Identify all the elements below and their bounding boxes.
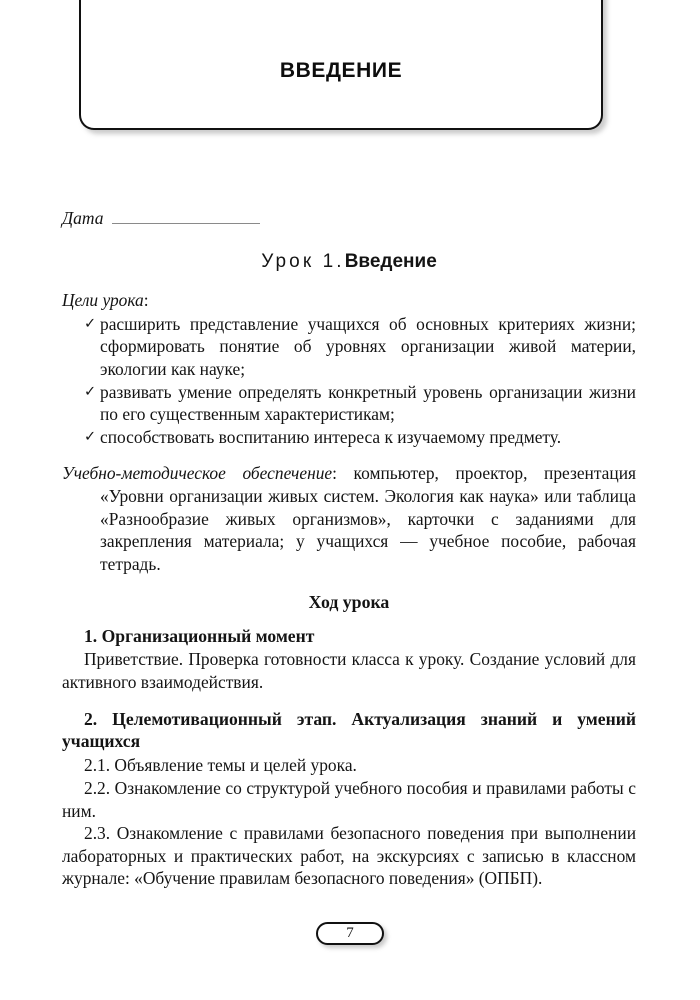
- check-icon: ✓: [84, 315, 97, 332]
- list-item: [62, 426, 636, 449]
- list-item: [62, 381, 636, 426]
- section-2-paragraph-3: 2.3. Ознакомление с правилами безопасного поведения при выполнении лабораторных и практических работ, на экскурсиях с записью в классном журнале: «Обучение правилам безопасного поведения» (ОПБП).: [62, 823, 636, 889]
- lesson-title: [62, 251, 636, 273]
- provision-lead: Учебно-методическое обеспечение: [62, 463, 333, 484]
- document-content: [62, 208, 636, 890]
- goals-label-italic: Цели урока: [62, 290, 144, 310]
- lesson-number: Урок 1.: [261, 251, 345, 272]
- section-spacer: [62, 694, 636, 708]
- page-number: 7: [346, 925, 354, 941]
- goals-list: [62, 313, 636, 449]
- provision-paragraph: [62, 462, 636, 575]
- section-1-paragraph-1: Приветствие. Проверка готовности класса к уроку. Создание условий для активного взаимодействия.: [62, 649, 636, 692]
- date-label: Дата: [62, 208, 104, 228]
- goals-label-colon: :: [143, 290, 149, 310]
- course-heading: Ход урока: [308, 591, 390, 612]
- chapter-title: ВВЕДЕНИЕ: [279, 59, 403, 82]
- check-icon: ✓: [84, 428, 97, 445]
- date-line: [62, 208, 636, 229]
- section-2-paragraph-1: 2.1. Объявление темы и целей урока.: [84, 755, 357, 776]
- lesson-name: Введение: [344, 251, 437, 272]
- goals-label: [62, 289, 636, 312]
- section-heading-1: 1. Организационный момент: [84, 625, 315, 646]
- page-number-badge: [316, 922, 384, 945]
- goal-text: развивать умение определять конкретный уровень организации жизни по его существенным характеристикам;: [100, 381, 636, 425]
- chapter-header-banner: [79, 0, 603, 130]
- goal-text: способствовать воспитанию интереса к изучаемому предмету.: [100, 426, 562, 447]
- section-2-paragraph-2: 2.2. Ознакомление со структурой учебного пособия и правилами работы с ним.: [62, 777, 636, 821]
- goal-text: расширить представление учащихся об основных критериях жизни; сформировать понятие об уровнях организации живой материи, экологии как науке;: [100, 313, 636, 379]
- provision-text: : компьютер, проектор, презентация «Уровни организации живых систем. Экология как наука» или таблица «Разнообразие живых организмов», карточки с заданиями для закрепления материала; у учащихся — учебное пособие, рабочая тетрадь.: [100, 463, 636, 574]
- section-heading-2: 2. Целемотивационный этап. Актуализация знаний и умений учащихся: [62, 708, 636, 752]
- list-item: [62, 313, 636, 381]
- check-icon: ✓: [84, 383, 97, 400]
- date-blank-rule[interactable]: [112, 212, 260, 224]
